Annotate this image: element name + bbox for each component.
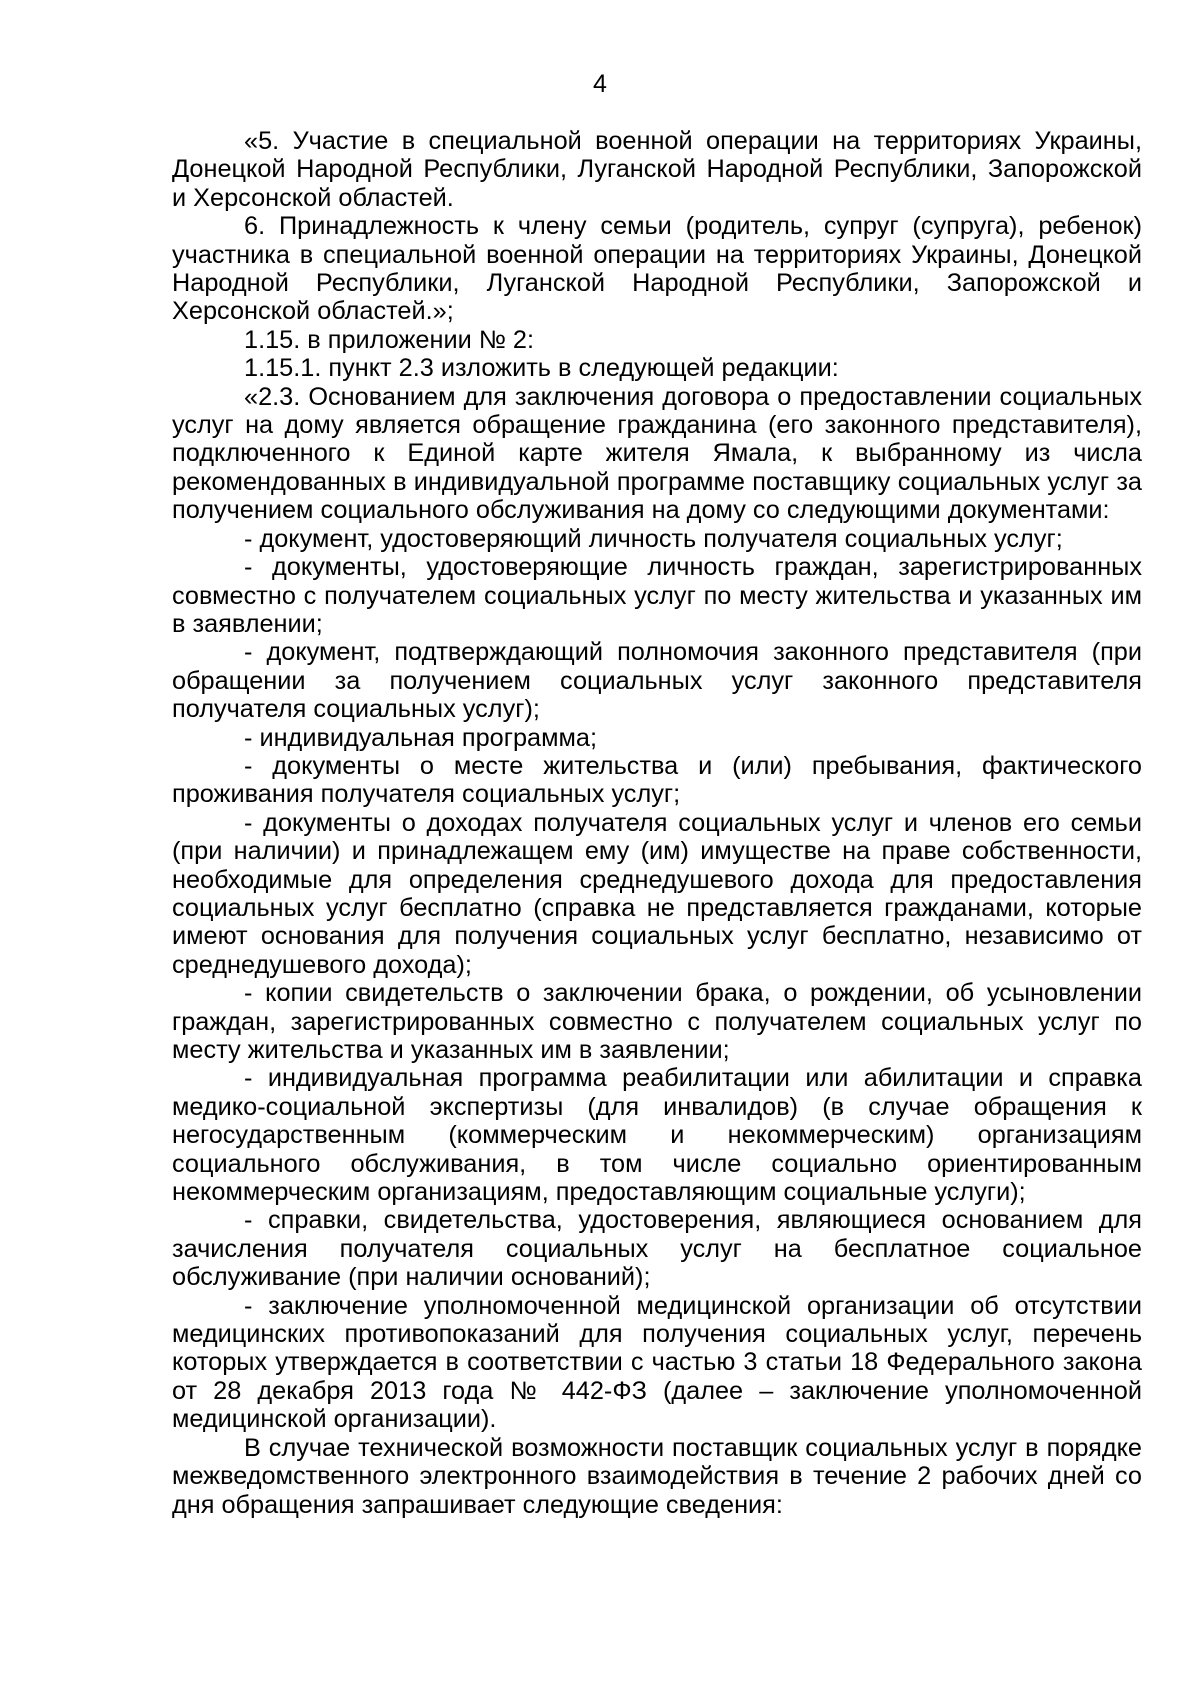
list-item: - документы о месте жительства и (или) пребывания, фактического проживания получателя социальных услуг; xyxy=(172,751,1142,809)
paragraph: «2.3. Основанием для заключения договора о предоставлении социальных услуг на дому является обращение гражданина (его законного представителя), подключенного к Единой карте жителя Ямала, к выбранному из числа рекомендованных в индивидуальной программе поставщику социальных услуг за получением социального обслуживания на дому со следующими документами: xyxy=(172,382,1142,525)
page-number: 4 xyxy=(593,70,607,98)
list-item: - справки, свидетельства, удостоверения, являющиеся основанием для зачисления получателя социальных услуг на бесплатное социальное обслуживание (при наличии оснований); xyxy=(172,1206,1142,1292)
list-item: - документ, подтверждающий полномочия законного представителя (при обращении за получением социальных услуг законного представителя получателя социальных услуг); xyxy=(172,638,1142,724)
document-body xyxy=(172,127,1142,1519)
list-item: - документ, удостоверяющий личность получателя социальных услуг; xyxy=(244,524,1063,553)
list-item: - копии свидетельств о заключении брака, о рождении, об усыновлении граждан, зарегистрированных совместно с получателем социальных услуг по месту жительства и указанных им в заявлении; xyxy=(172,979,1142,1064)
paragraph: 6. Принадлежность к члену семьи (родитель, супруг (супруга), ребенок) участника в специальной военной операции на территориях Украины, Донецкой Народной Республики, Луганской Народной Республики, Запорожской и Херсонской областей.»; xyxy=(172,212,1142,326)
paragraph: 1.15. в приложении № 2: xyxy=(244,325,535,354)
list-item: - индивидуальная программа; xyxy=(244,723,597,752)
paragraph: «5. Участие в специальной военной операции на территориях Украины, Донецкой Народной Республики, Луганской Народной Республики, Запорожской и Херсонской областей. xyxy=(172,127,1142,212)
paragraph: В случае технической возможности поставщик социальных услуг в порядке межведомственного электронного взаимодействия в течение 2 рабочих дней со дня обращения запрашивает следующие сведения: xyxy=(172,1433,1142,1519)
list-item: - документы, удостоверяющие личность граждан, зарегистрированных совместно с получателем социальных услуг по месту жительства и указанных им в заявлении; xyxy=(172,553,1142,638)
list-item: - документы о доходах получателя социальных услуг и членов его семьи (при наличии) и принадлежащем ему (им) имуществе на праве собственности, необходимые для определения среднедушевого дохода для предоставления социальных услуг бесплатно (справка не представляется гражданами, которые имеют основания для получения социальных услуг бесплатно, независимо от среднедушевого дохода); xyxy=(172,808,1142,979)
paragraph: 1.15.1. пункт 2.3 изложить в следующей редакции: xyxy=(244,354,839,383)
list-item: - индивидуальная программа реабилитации или абилитации и справка медико-социальной экспертизы (для инвалидов) (в случае обращения к негосударственным (коммерческим и некоммерческим) организациям социального обслуживания, в том числе социально ориентированным некоммерческим организациям, предоставляющим социальные услуги); xyxy=(172,1064,1142,1207)
list-item: - заключение уполномоченной медицинской организации об отсутствии медицинских противопоказаний для получения социальных услуг, перечень которых утверждается в соответствии с частью 3 статьи 18 Федерального закона от 28 декабря 2013 года № 442-ФЗ (далее – заключение уполномоченной медицинской организации). xyxy=(172,1291,1142,1434)
